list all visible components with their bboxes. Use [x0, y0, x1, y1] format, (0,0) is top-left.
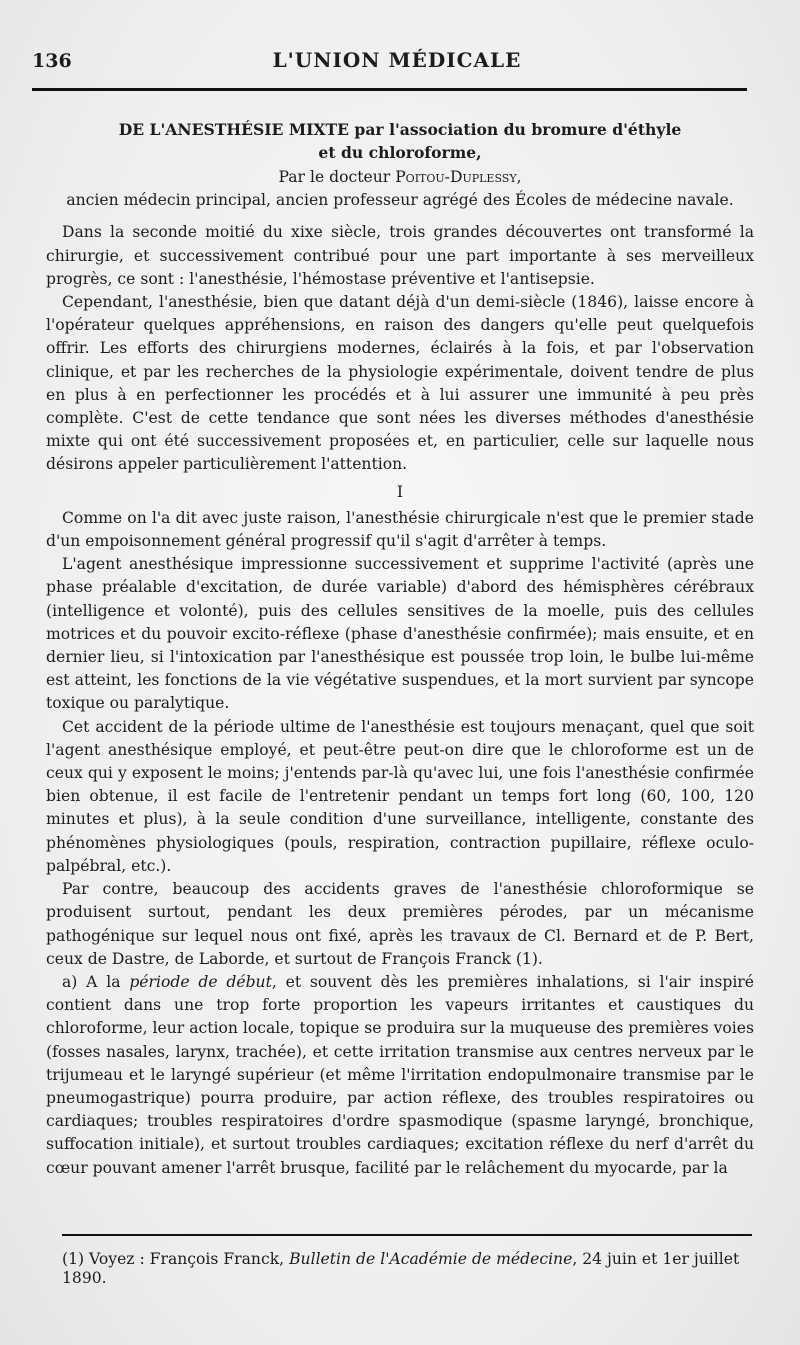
article-title-line-1: DE L'ANESTHÉSIE MIXTE par l'association du bromure d'éthyle: [118, 120, 682, 139]
footnote-source: Bulletin de l'Académie de médecine: [289, 1250, 573, 1268]
footnote-suffix: , 24 juin et 1er juillet 1890.: [62, 1250, 740, 1287]
article-title: [46, 118, 754, 164]
paragraph-onset-period: [46, 971, 754, 1180]
header-rule: [32, 88, 747, 91]
italic-term: période de début: [129, 972, 272, 991]
footnote-rule: [62, 1234, 752, 1236]
journal-title: L'UNION MÉDICALE: [272, 48, 522, 72]
paragraph: L'agent anesthésique impressionne successivement et supprime l'activité (après une phase préalable d'excitation, de durée variable) d'abord des hémisphères cérébraux (intelligence et volonté), puis des cellules sensitives de la moelle, puis des cellules motrices et du pouvoir excito-réflexe (phase d'anesthésie confirmée); mais ensuite, et en dernier lieu, si l'intoxication par l'anesthésique est poussée trop loin, le bulbe lui-même est atteint, les fonctions de la vie végétative suspendues, et la mort survient par syncope toxique ou paralytique.: [46, 555, 754, 713]
footnote: [62, 1250, 752, 1288]
author-credentials: ancien médecin principal, ancien professeur agrégé des Écoles de médecine navale.: [66, 191, 734, 210]
paragraph-label: a) A la: [62, 972, 130, 991]
footnote-prefix: (1) Voyez : François Franck,: [62, 1250, 290, 1268]
paragraph: Comme on l'a dit avec juste raison, l'anesthésie chirurgicale n'est que le premier stade d'un empoisonnement général progressif qu'il s'agit d'arrêter à temps.: [46, 508, 754, 551]
article-title-line-2: et du chloroforme,: [318, 143, 482, 162]
paragraph: Dans la seconde moitié du xixe siècle, trois grandes découvertes ont transformé la chirurgie, et successivement contribué pour une part importante à ses merveilleux progrès, ce sont : l'anesthésie, l'hémostase préventive et l'antisepsie.: [46, 223, 754, 288]
paragraph-text: , et souvent dès les premières inhalations, si l'air inspiré contient dans une trop forte proportion les vapeurs irritantes et caustiques du chloroforme, leur action locale, topique se produira sur la muqueuse des premières voies (fosses nasales, larynx, trachée), et cette irritation transmise aux centres nerveux par le trijumeau et le laryngé supérieur (et même l'irritation endopulmonaire transmise par le pneumogastrique) pourra produire, par action réflexe, des troubles respiratoires ou cardiaques; troubles respiratoires d'ordre spasmodique (spasme laryngé, bronchique, suffocation initiale), et surtout troubles cardiaques; excitation réflexe du nerf d'arrêt du cœur pouvant amener l'arrêt brusque, facilité par le relâchement du myocarde, par la: [46, 972, 754, 1177]
section-number: I: [396, 482, 404, 501]
paragraph: Par contre, beaucoup des accidents graves de l'anesthésie chloroformique se produisent surtout, pendant les deux premières pérodes, par un mécanisme pathogénique sur lequel nous ont fixé, après les travaux de Cl. Bernard et de P. Bert, ceux de Dastre, de Laborde, et surtout de François Franck (1).: [46, 880, 754, 968]
author-prefix: Par le docteur: [278, 168, 396, 186]
author-name: Poitou-Duplessy,: [395, 168, 522, 186]
paragraph: Cependant, l'anesthésie, bien que datant déjà d'un demi-siècle (1846), laisse encore à l'opérateur quelques appréhensions, en raison des dangers qu'elle peut quelquefois offrir. Les efforts des chirurgiens modernes, éclairés à la fois, et par l'observation clinique, et par les recherches de la physiologie expérimentale, doivent tendre de plus en plus à en perfectionner les procédés et à lui assurer une immunité à peu près complète. C'est de cette tendance que sont nées les diverses méthodes d'anesthésie mixte qui ont été successivement proposées et, en particulier, celle sur laquelle nous désirons appeler particulièrement l'attention.: [46, 293, 754, 474]
paragraph: Cet accident de la période ultime de l'anesthésie est toujours menaçant, quel que soit l'agent anesthésique employé, et peut-être peut-on dire que le chloroforme est un de ceux qui y exposent le moins; j'entends par-là qu'avec lui, une fois l'anesthésie confirmée bien obtenue, il est facile de l'entretenir pendant un temps fort long (60, 100, 120 minutes et plus), à la seule condition d'une surveillance, intelligente, constante des phénomènes physiologiques (pouls, respiration, contraction pupillaire, réflexe oculo-palpébral, etc.).: [46, 717, 754, 875]
article-body: [46, 118, 754, 1180]
page-number: 136: [32, 50, 72, 72]
author-line: [46, 166, 754, 189]
running-head: [32, 48, 762, 78]
